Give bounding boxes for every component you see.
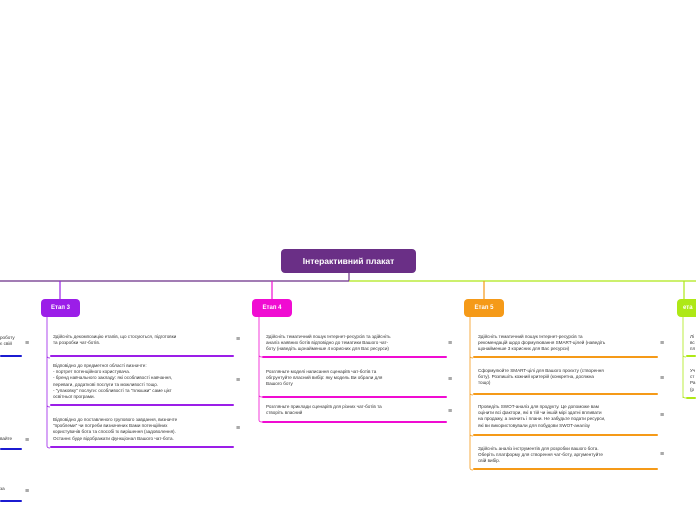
stage-6-card-1-underline (686, 355, 696, 357)
stage-3-card-1[interactable]: Здійсніть декомпозицію етапів, що стосуються, підготовки та розробки чат-ботів. (53, 334, 177, 346)
menu-icon[interactable]: ≡ (448, 340, 453, 347)
menu-icon[interactable]: ≡ (236, 336, 241, 343)
left-card-1[interactable]: роботу є свій (0, 335, 15, 347)
menu-icon[interactable]: ≡ (448, 376, 453, 383)
menu-icon[interactable]: ≡ (660, 412, 665, 419)
menu-icon[interactable]: ≡ (25, 437, 30, 444)
stage-5-card-2-underline (473, 393, 658, 395)
menu-icon[interactable]: ≡ (660, 451, 665, 458)
menu-icon[interactable]: ≡ (660, 375, 665, 382)
left-card-2-underline (0, 448, 22, 450)
stage-5-card-4-underline (473, 468, 658, 470)
stage-5-card-4[interactable]: Здійсніть аналіз інструментів для розробки вашого бота. Оберіть платформу для створення чат-боту, аргументуйте свій вибір. (478, 446, 603, 464)
left-card-3-underline (0, 500, 22, 502)
menu-icon[interactable]: ≡ (25, 340, 30, 347)
stage-5-card-2[interactable]: Сформулюйте SMART-цілі для Вашого проєкту (створення боту). Розпишіть кожний критерій (конкретна, досяжна тощо) (478, 368, 604, 386)
stage-4-card-2-underline (262, 396, 447, 398)
stage-6-node[interactable]: ета (677, 299, 696, 317)
left-card-1-underline (0, 355, 22, 357)
left-card-2[interactable]: вайте (0, 436, 13, 441)
stage-3-card-3-underline (50, 446, 234, 448)
stage-4-card-3-underline (262, 421, 447, 423)
stage-6-card-1[interactable]: Лі вс пл (690, 334, 696, 352)
menu-icon[interactable]: ≡ (660, 340, 665, 347)
stage-3-node[interactable]: Етап 3 (41, 299, 80, 317)
root-node[interactable]: Інтерактивний плакат (281, 249, 416, 273)
stage-5-card-1[interactable]: Здійсніть тематичний пошук Інтернет-ресурсів та рекомендацій щодо формулювання SMART-цілей (наведіть щонайменше 3 корисних для Вас ресурси) (478, 334, 606, 352)
stage-5-card-3-underline (473, 434, 658, 436)
stage-5-card-1-underline (473, 356, 658, 358)
stage-5-node[interactable]: Етап 5 (464, 299, 504, 317)
menu-icon[interactable]: ≡ (25, 488, 30, 495)
menu-icon[interactable]: ≡ (236, 425, 241, 432)
stage-4-card-3[interactable]: Розгляньте приклади сценаріїв для різних чат-ботів та створіть власний (266, 404, 382, 416)
stage-4-node[interactable]: Етап 4 (252, 299, 292, 317)
stage-3-card-2-underline (50, 404, 234, 406)
stage-3-card-3[interactable]: Відповідно до поставленого групового завдання, визначте "проблеми" чи потреби визначених Вами потенційних користувачів бота та способі їх вирішення (задоволення). Останнє буде відображати функціонал Вашого чат-бота. (53, 417, 178, 441)
stage-3-card-1-underline (50, 355, 234, 357)
stage-6-card-2[interactable]: Уч ст Ра (р (690, 368, 696, 392)
stage-5-card-3[interactable]: Проведіть SWOT-аналіз для продукту. Це допоможе вам оцінити всі фактори, які в тій чи іншій мірі здатні впливати на продажу, а значить і плани. Не забудьте подати ресурси, які ви використовували для побудови SWOT-аналізу (478, 404, 606, 428)
stage-4-card-1-underline (262, 356, 447, 358)
stage-4-card-2[interactable]: Розгляньте моделі написання сценаріїв чат-ботів та обгрунтуйте власний вибір: яку модель Ви обрали для Вашого боту (266, 369, 383, 387)
menu-icon[interactable]: ≡ (448, 408, 453, 415)
stage-3-card-2[interactable]: Відповідно до предметної області визначте: - портрет потенційного користувача. - бренд навчального закладу: які особливості навчання, переваги, додаткові послуги та можливості тощо. - "упаковку" послуги: особливості та "плюшки" саме цієї освітньої програми. (53, 363, 173, 400)
left-card-3[interactable]: за (0, 486, 5, 491)
stage-6-card-2-underline (686, 397, 696, 399)
stage-4-card-1[interactable]: Здійсніть тематичний пошук Інтернет-ресурсів та здійсніть аналіз наявних ботів відповідно до тематики Вашого чат- боту (наведіть щонайменше 4 корисних для Вас ресурси) (266, 334, 391, 352)
menu-icon[interactable]: ≡ (236, 377, 241, 384)
